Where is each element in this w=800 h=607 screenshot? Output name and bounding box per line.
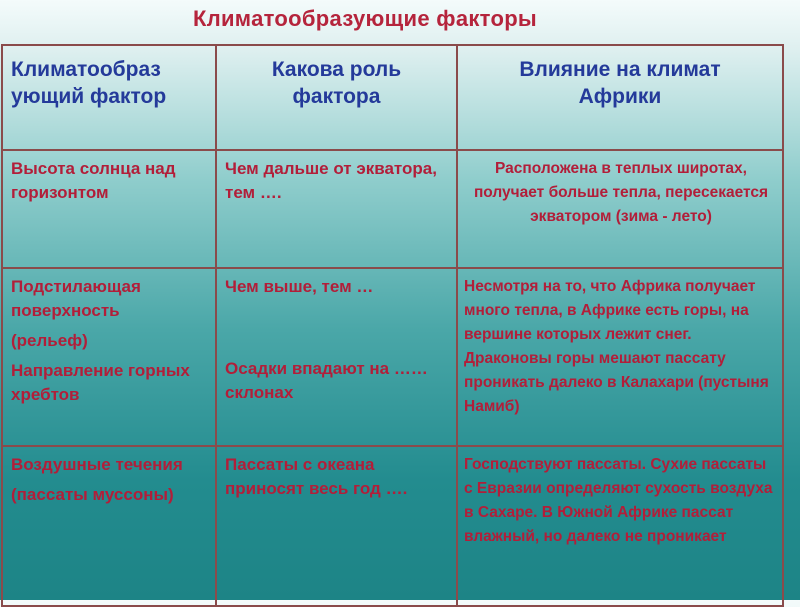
column-header-influence-line1: Влияние на климат (519, 58, 721, 81)
column-header-influence-line2: Африки (578, 85, 662, 108)
factor-note: (пассаты муссоны) (11, 485, 174, 504)
cell-role (216, 150, 457, 268)
role-text-secondary: Осадки впадают на …… склонах (225, 359, 428, 402)
column-header-influence (457, 45, 783, 150)
cell-influence (457, 268, 783, 446)
factor-text-secondary: Направление горных хребтов (11, 361, 190, 404)
table-row (2, 268, 783, 446)
factor-note: (рельеф) (11, 331, 88, 350)
role-text: Чем дальше от экватора, тем …. (225, 159, 437, 202)
cell-role (216, 268, 457, 446)
factor-text: Подстилающая поверхность (11, 277, 141, 320)
climate-factors-table (1, 44, 784, 607)
table-row (2, 150, 783, 268)
slide-title: Климатообразующие факторы (192, 6, 538, 31)
cell-factor (2, 446, 216, 606)
column-header-role (216, 45, 457, 150)
cell-influence (457, 150, 783, 268)
cell-factor (2, 268, 216, 446)
column-header-role-line2: фактора (292, 85, 381, 108)
role-text: Чем выше, тем … (225, 277, 374, 296)
influence-text: Расположена в теплых широтах, получает больше тепла, пересекается экватором (зима - лето) (473, 160, 769, 225)
influence-text: Несмотря на то, что Африка получает много тепла, в Африке есть горы, на вершине которых лежит снег. Драконовы горы мешают пассату проникать далеко в Калахари (пустыня Намиб) (464, 278, 769, 415)
column-header-role-line1: Какова роль (271, 58, 402, 81)
factor-text: Воздушные течения (11, 455, 183, 474)
column-header-factor (2, 45, 216, 150)
table-row (2, 446, 783, 606)
influence-text: Господствуют пассаты. Сухие пассаты с Евразии определяют сухость воздуха в Сахаре. В Южной Африке пассат влажный, но далеко не проникает (464, 456, 773, 545)
cell-factor (2, 150, 216, 268)
factor-text: Высота солнца над горизонтом (11, 159, 176, 202)
table-header-row (2, 45, 783, 150)
cell-role (216, 446, 457, 606)
column-header-factor-line2: ующий фактор (11, 85, 167, 108)
column-header-factor-line1: Климатообраз (11, 58, 161, 81)
cell-influence (457, 446, 783, 606)
role-text: Пассаты с океана приносят весь год …. (225, 455, 408, 498)
